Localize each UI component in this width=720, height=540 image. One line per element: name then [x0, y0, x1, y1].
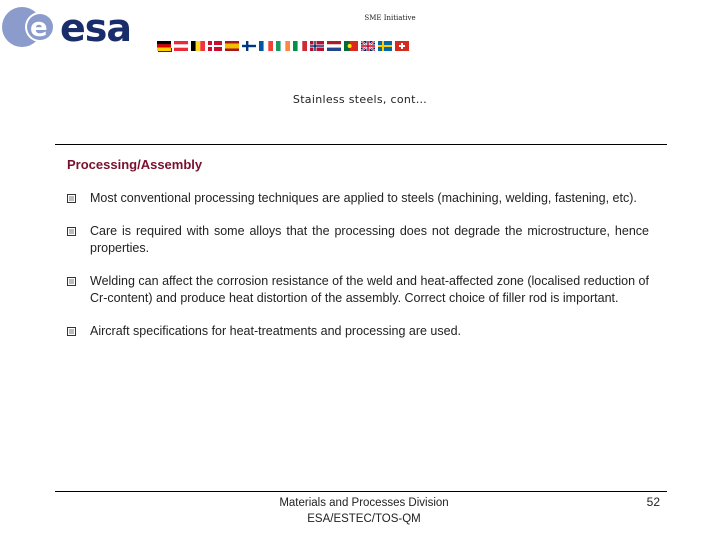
list-item — [67, 223, 649, 257]
checkbox-bullet-icon — [67, 277, 76, 286]
denmark-flag-icon — [208, 41, 222, 51]
checkbox-bullet-icon — [67, 194, 76, 203]
austria-flag-icon — [174, 41, 188, 51]
checkbox-bullet-icon — [67, 327, 76, 336]
bullet-list — [67, 190, 649, 340]
spain-flag-icon — [225, 41, 239, 51]
ireland-flag-icon — [276, 41, 290, 51]
member-flags — [157, 41, 409, 51]
footer-division — [230, 495, 498, 527]
bullet-text: Care is required with some alloys that the processing does not degrade the microstructure, hence properties. — [90, 224, 649, 255]
top-divider — [55, 144, 667, 145]
bullet-text: Most conventional processing techniques are applied to steels (machining, welding, fastening, etc). — [90, 191, 637, 205]
logo-e-glyph: e — [30, 13, 48, 43]
esa-logo-icon — [0, 0, 160, 56]
logo-text: esa — [60, 6, 132, 50]
checkbox-bullet-icon — [67, 227, 76, 236]
list-item — [67, 190, 649, 207]
switzerland-flag-icon — [395, 41, 409, 51]
bullet-text: Welding can affect the corrosion resistance of the weld and heat-affected zone (localised reduction of Cr-content) and produce heat distortion of the assembly. Correct choice of filler rod is important. — [90, 274, 649, 305]
united-kingdom-flag-icon — [361, 41, 375, 51]
france-flag-icon — [259, 41, 273, 51]
list-item — [67, 323, 649, 340]
norway-flag-icon — [310, 41, 324, 51]
esa-logo — [0, 0, 160, 56]
footer-division-code: ESA/ESTEC/TOS-QM — [307, 513, 421, 525]
list-item — [67, 273, 649, 307]
bottom-divider — [55, 491, 667, 492]
sme-initiative-label: SME Initiative — [364, 14, 416, 22]
page-number: 52 — [646, 495, 660, 509]
bullet-text: Aircraft specifications for heat-treatments and processing are used. — [90, 324, 462, 338]
section-heading: Processing/Assembly — [67, 157, 203, 172]
slide-title: Stainless steels, cont… — [292, 93, 428, 106]
portugal-flag-icon — [344, 41, 358, 51]
sweden-flag-icon — [378, 41, 392, 51]
footer-division-name: Materials and Processes Division — [279, 497, 449, 509]
netherlands-flag-icon — [327, 41, 341, 51]
finland-flag-icon — [242, 41, 256, 51]
belgium-flag-icon — [191, 41, 205, 51]
italy-flag-icon — [293, 41, 307, 51]
germany-flag-icon — [157, 41, 171, 51]
